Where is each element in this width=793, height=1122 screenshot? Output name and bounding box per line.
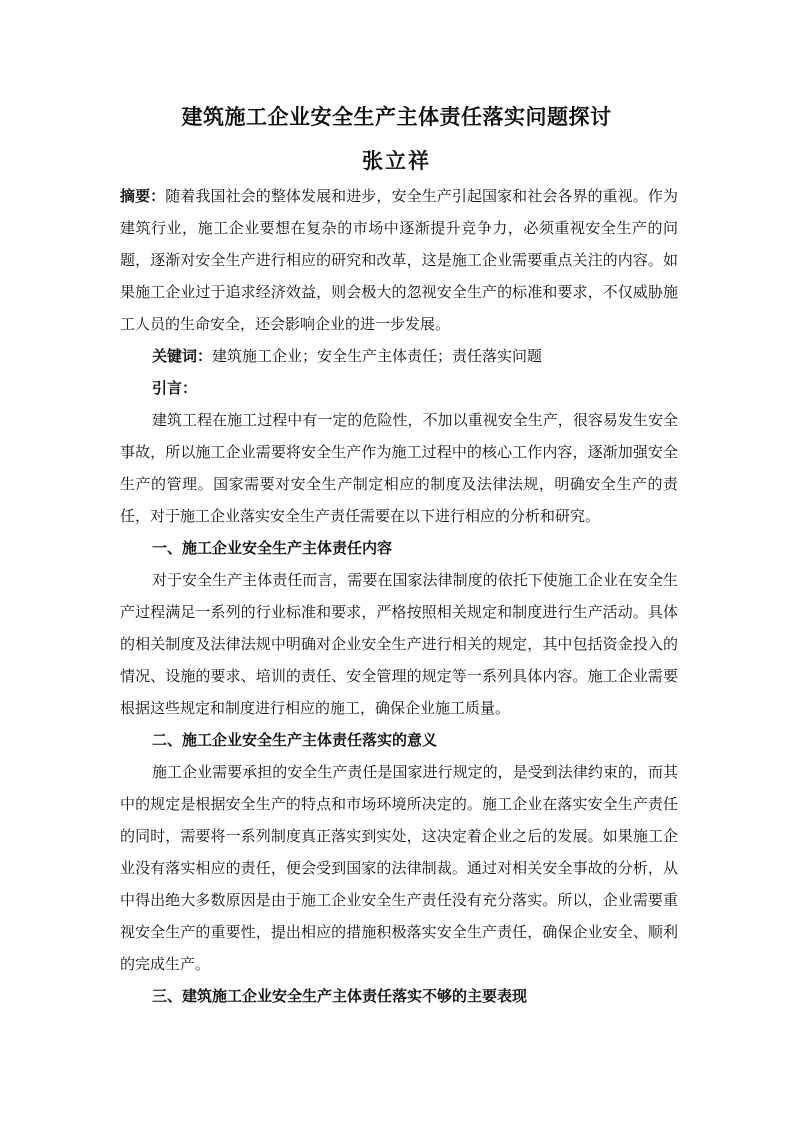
- section-2-heading: 二、施工企业安全生产主体责任落实的意义: [152, 731, 438, 749]
- section-2-paragraph: 施工企业需要承担的安全生产责任是国家进行规定的，是受到法律约束的，而其中的规定是根据安全生产的特点和市场环境所决定的。施工企业在落实安全生产责任的同时，需要将一系列制度真正落实到实处，这决定着企业之后的发展。如果施工企业没有落实相应的责任，便会受到国家的法律制裁。通过对相关安全事故的分析，从中得出绝大多数原因是由于施工企业安全生产责任没有充分落实。所以，企业需要重视安全生产的重要性，提出相应的措施积极落实安全生产责任，确保企业安全、顺利的完成生产。: [120, 763, 678, 973]
- section-3-heading: 三、建筑施工企业安全生产主体责任落实不够的主要表现: [152, 987, 528, 1005]
- paper-title: 建筑施工企业安全生产主体责任落实问题探讨: [181, 105, 612, 129]
- abstract-paragraph: [120, 180, 678, 340]
- section-1-heading: 一、施工企业安全生产主体责任内容: [152, 539, 393, 557]
- keywords-label: 关键词：: [152, 347, 213, 365]
- author-name: 张立祥: [362, 149, 431, 173]
- paper-body: [120, 180, 678, 1012]
- keywords-paragraph: [120, 340, 678, 372]
- intro-label: 引言：: [152, 379, 198, 397]
- keywords-text: 建筑施工企业；安全生产主体责任；责任落实问题: [212, 347, 543, 365]
- intro-paragraph: 建筑工程在施工过程中有一定的危险性，不加以重视安全生产，很容易发生安全事故，所以施工企业需要将安全生产作为施工过程中的核心工作内容，逐渐加强安全生产的管理。国家需要对安全生产制定相应的制度及法律法规，明确安全生产的责任，对于施工企业落实安全生产责任需要在以下进行相应的分析和研究。: [120, 411, 678, 525]
- section-1-paragraph: 对于安全生产主体责任而言，需要在国家法律制度的依托下使施工企业在安全生产过程满足一系列的行业标准和要求，严格按照相关规定和制度进行生产活动。具体的相关制度及法律法规中明确对企业安全生产进行相关的规定，其中包括资金投入的情况、设施的要求、培训的责任、安全管理的规定等一系列具体内容。施工企业需要根据这些规定和制度进行相应的施工，确保企业施工质量。: [120, 571, 678, 717]
- abstract-label: 摘要：: [120, 187, 166, 205]
- abstract-text: 随着我国社会的整体发展和进步，安全生产引起国家和社会各界的重视。作为建筑行业，施工企业要想在复杂的市场中逐渐提升竞争力，必须重视安全生产的问题，逐渐对安全生产进行相应的研究和改革，这是施工企业需要重点关注的内容。如果施工企业过于追求经济效益，则会极大的忽视安全生产的标准和要求，不仅威胁施工人员的生命安全，还会影响企业的进一步发展。: [120, 187, 678, 333]
